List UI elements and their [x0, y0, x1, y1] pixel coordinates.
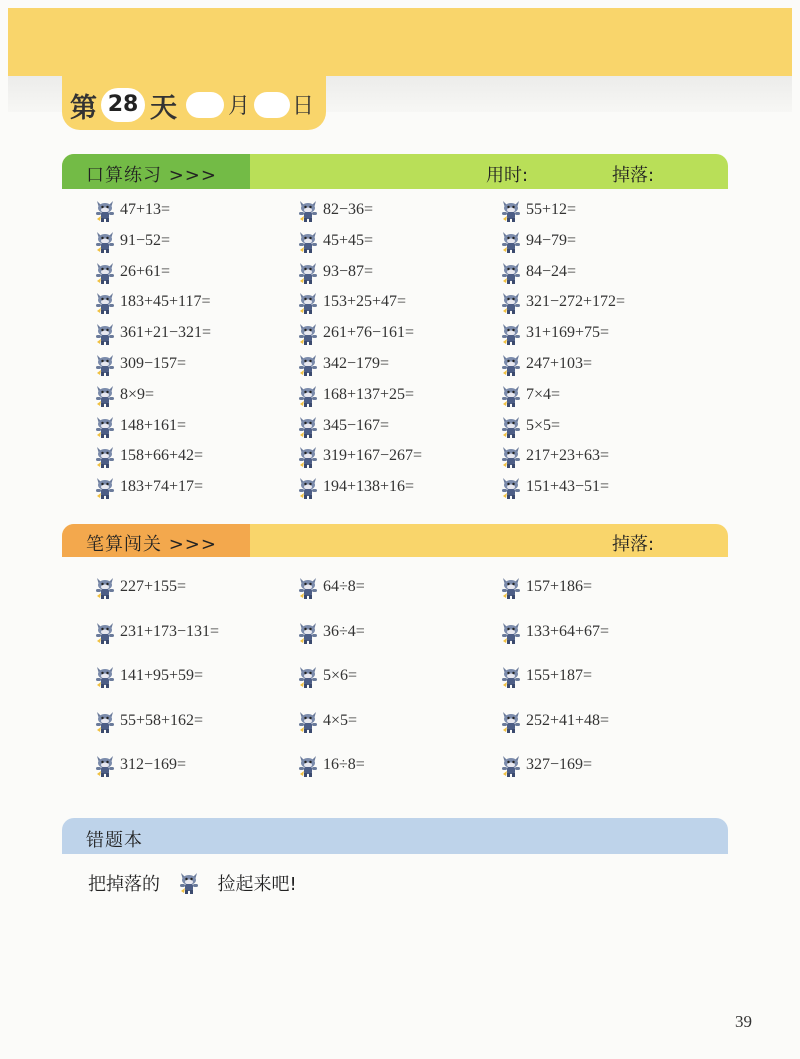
written-section-title: 笔算闯关 >>>: [86, 534, 217, 555]
exercise-expression: 252+41+48=: [526, 711, 610, 729]
day-prefix: 第: [70, 93, 97, 124]
wolf-icon: [94, 665, 116, 694]
exercise-expression: 153+25+47=: [323, 293, 407, 311]
exercise-expression: 321−272+172=: [526, 293, 626, 311]
exercise-expression: 217+23+63=: [526, 447, 610, 465]
exercise-expression: 361+21−321=: [120, 324, 212, 342]
exercise-expression: 227+155=: [120, 578, 187, 595]
exercise-expression: 157+186=: [526, 578, 593, 595]
exercise-expression: 312−169=: [120, 756, 187, 773]
wolf-icon: [297, 621, 319, 650]
exercise-expression: 4×5=: [323, 711, 358, 729]
exercise-expression: 133+64+67=: [526, 622, 610, 640]
exercise-expression: 47+13=: [120, 201, 171, 218]
oral-time-label: 用时:: [486, 165, 529, 186]
wolf-icon: [94, 261, 116, 290]
exercise-expression: 93−87=: [323, 262, 374, 280]
instruction-text-before: 把掉落的: [88, 874, 160, 895]
wolf-icon: [297, 710, 319, 739]
wolf-icon: [94, 322, 116, 351]
written-section-bar: [62, 524, 728, 557]
day-suffix: 天: [150, 93, 177, 124]
month-blank[interactable]: [186, 92, 224, 118]
header-band: [8, 8, 792, 76]
wolf-icon: [178, 871, 200, 900]
wolf-icon: [94, 353, 116, 382]
exercise-expression: 94−79=: [526, 231, 577, 249]
wolf-icon: [94, 291, 116, 320]
exercise-expression: 327−169=: [526, 756, 593, 773]
wolf-icon: [297, 476, 319, 505]
exercise-expression: 8×9=: [120, 385, 155, 403]
mistake-instruction: [88, 870, 297, 900]
wolf-icon: [297, 665, 319, 694]
wolf-icon: [500, 322, 522, 351]
mistake-section-bar: [62, 818, 728, 854]
day-number: 28: [101, 88, 145, 122]
exercise-expression: 155+187=: [526, 667, 593, 684]
wolf-icon: [500, 665, 522, 694]
wolf-icon: [500, 415, 522, 444]
exercise-expression: 26+61=: [120, 262, 171, 280]
wolf-icon: [297, 353, 319, 382]
wolf-icon: [500, 621, 522, 650]
oral-section-bar: [62, 154, 728, 189]
wolf-icon: [297, 322, 319, 351]
wolf-icon: [500, 445, 522, 474]
instruction-text-after: 捡起来吧!: [217, 874, 297, 895]
wolf-icon: [500, 261, 522, 290]
wolf-icon: [94, 445, 116, 474]
wolf-icon: [94, 576, 116, 605]
page-number: 39: [735, 1012, 752, 1031]
exercise-expression: 55+58+162=: [120, 711, 204, 729]
exercise-expression: 45+45=: [323, 231, 374, 249]
exercise-expression: 158+66+42=: [120, 447, 204, 465]
wolf-icon: [297, 576, 319, 605]
exercise-expression: 151+43−51=: [526, 478, 610, 496]
oral-section-title: 口算练习 >>>: [86, 165, 217, 186]
exercise-expression: 148+161=: [120, 416, 187, 434]
day-blank[interactable]: [254, 92, 290, 118]
wolf-icon: [94, 230, 116, 259]
wolf-icon: [297, 261, 319, 290]
wolf-icon: [94, 415, 116, 444]
wolf-icon: [500, 384, 522, 413]
exercise-expression: 183+45+117=: [120, 293, 211, 311]
exercise-expression: 64÷8=: [323, 578, 365, 595]
exercise-expression: 168+137+25=: [323, 385, 415, 403]
exercise-expression: 183+74+17=: [120, 478, 204, 496]
exercise-expression: 309−157=: [120, 355, 187, 372]
exercise-expression: 31+169+75=: [526, 324, 610, 342]
wolf-icon: [500, 199, 522, 228]
exercise-expression: 84−24=: [526, 262, 577, 280]
wolf-icon: [297, 291, 319, 320]
exercise-expression: 141+95+59=: [120, 667, 204, 684]
wolf-icon: [500, 353, 522, 382]
wolf-icon: [500, 754, 522, 783]
wolf-icon: [297, 384, 319, 413]
exercise-expression: 82−36=: [323, 201, 374, 218]
month-label: 月: [228, 94, 251, 119]
oral-drop-label: 掉落:: [612, 165, 655, 186]
exercise-expression: 55+12=: [526, 201, 577, 218]
exercise-expression: 5×6=: [323, 667, 358, 684]
wolf-icon: [94, 621, 116, 650]
wolf-icon: [94, 199, 116, 228]
exercise-expression: 319+167−267=: [323, 447, 423, 465]
exercise-expression: 7×4=: [526, 385, 561, 403]
day-label: 日: [292, 94, 315, 119]
written-drop-label: 掉落:: [612, 534, 655, 555]
exercise-expression: 194+138+16=: [323, 478, 415, 496]
wolf-icon: [297, 445, 319, 474]
wolf-icon: [297, 754, 319, 783]
wolf-icon: [500, 710, 522, 739]
exercise-expression: 91−52=: [120, 231, 171, 249]
wolf-icon: [500, 230, 522, 259]
exercise-expression: 342−179=: [323, 355, 390, 372]
wolf-icon: [94, 710, 116, 739]
exercise-expression: 261+76−161=: [323, 324, 415, 342]
exercise-expression: 36÷4=: [323, 622, 365, 640]
wolf-icon: [500, 291, 522, 320]
wolf-icon: [500, 576, 522, 605]
wolf-icon: [94, 384, 116, 413]
wolf-icon: [94, 754, 116, 783]
wolf-icon: [297, 230, 319, 259]
exercise-expression: 5×5=: [526, 416, 561, 434]
wolf-icon: [297, 199, 319, 228]
wolf-icon: [94, 476, 116, 505]
exercise-expression: 345−167=: [323, 416, 390, 434]
exercise-expression: 16÷8=: [323, 756, 365, 773]
wolf-icon: [500, 476, 522, 505]
exercise-expression: 231+173−131=: [120, 622, 220, 640]
mistake-section-title: 错题本: [86, 830, 143, 851]
wolf-icon: [297, 415, 319, 444]
exercise-expression: 247+103=: [526, 355, 593, 372]
